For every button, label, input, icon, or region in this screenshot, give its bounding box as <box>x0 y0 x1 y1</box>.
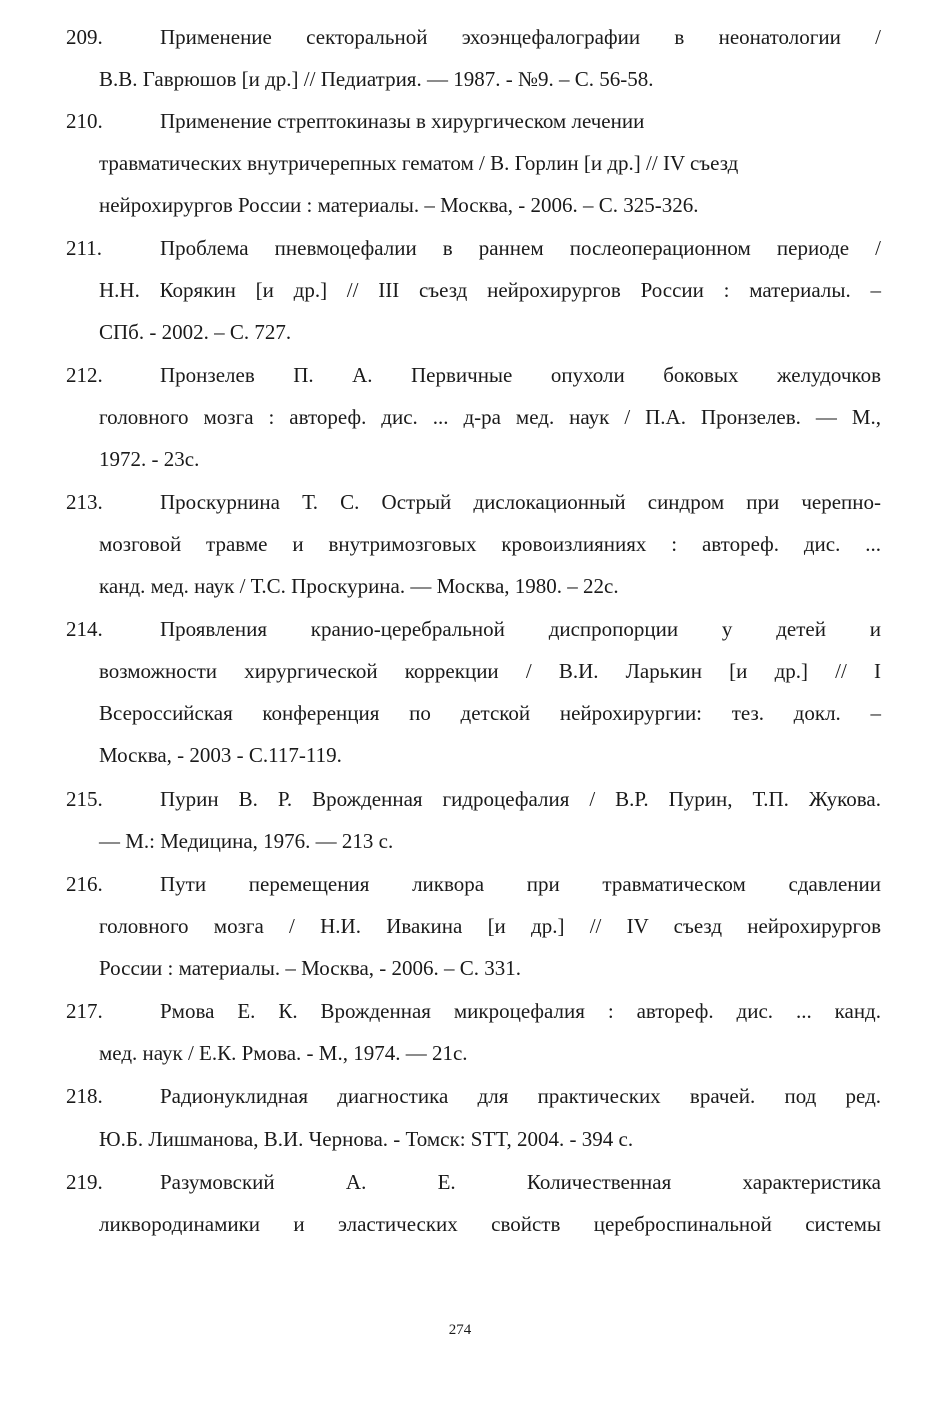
reference-line: Радионуклидная диагностика для практических врачей. под ред. <box>160 1084 881 1108</box>
reference-line: мозговой травме и внутримозговых кровоизлияниях : автореф. дис. ... <box>99 532 881 556</box>
reference-line: Применение стрептокиназы в хирургическом лечении <box>160 109 645 133</box>
reference-number: 214. <box>66 617 103 641</box>
reference-number: 216. <box>66 872 103 896</box>
reference-line: Проявления кранио-церебральной диспропорции у детей и <box>160 617 881 641</box>
reference-line: Пути перемещения ликвора при травматическом сдавлении <box>160 872 881 896</box>
reference-line: травматических внутричерепных гематом / В. Горлин [и др.] // IV съезд <box>99 151 739 175</box>
reference-line: Н.Н. Корякин [и др.] // III съезд нейрохирургов России : материалы. – <box>99 278 881 302</box>
reference-number: 212. <box>66 363 103 387</box>
reference-number: 217. <box>66 999 103 1023</box>
reference-line: головного мозга : автореф. дис. ... д-ра мед. наук / П.А. Пронзелев. — М., <box>99 405 881 429</box>
reference-line: нейрохирургов России : материалы. – Москва, - 2006. – С. 325-326. <box>99 193 699 217</box>
reference-line: Пронзелев П. А. Первичные опухоли боковых желудочков <box>160 363 881 387</box>
reference-number: 218. <box>66 1084 103 1108</box>
reference-line: России : материалы. – Москва, - 2006. – С. 331. <box>99 956 522 980</box>
reference-line: В.В. Гаврюшов [и др.] // Педиатрия. — 1987. - №9. – С. 56-58. <box>99 67 654 91</box>
reference-number: 215. <box>66 787 103 811</box>
reference-line: мед. наук / Е.К. Рмова. - М., 1974. — 21с. <box>99 1041 468 1065</box>
page-number: 274 <box>448 1322 472 1338</box>
reference-line: Разумовский А. Е. Количественная характеристика <box>160 1170 881 1194</box>
reference-number: 213. <box>66 490 103 514</box>
reference-number: 211. <box>66 236 102 260</box>
reference-line: Рмова Е. К. Врожденная микроцефалия : автореф. дис. ... канд. <box>160 999 881 1023</box>
reference-line: Москва, - 2003 - С.117-119. <box>99 743 342 767</box>
reference-line: головного мозга / Н.И. Ивакина [и др.] // IV съезд нейрохирургов <box>99 914 881 938</box>
reference-line: СПб. - 2002. – С. 727. <box>99 320 292 344</box>
reference-line: 1972. - 23с. <box>99 447 200 471</box>
reference-number: 209. <box>66 25 103 49</box>
reference-line: — М.: Медицина, 1976. — 213 с. <box>99 829 394 853</box>
reference-line: канд. мед. наук / Т.С. Проскурина. — Москва, 1980. – 22с. <box>99 574 619 598</box>
reference-line: Проскурнина Т. С. Острый дислокационный синдром при черепно- <box>160 490 881 514</box>
reference-line: Применение секторальной эхоэнцефалографии в неонатологии / <box>160 25 881 49</box>
reference-line: Пурин В. Р. Врожденная гидроцефалия / В.Р. Пурин, Т.П. Жукова. <box>160 787 881 811</box>
reference-line: ликвородинамики и эластических свойств цереброспинальной системы <box>99 1212 881 1236</box>
reference-number: 210. <box>66 109 103 133</box>
reference-line: Всероссийская конференция по детской нейрохирургии: тез. докл. – <box>99 701 881 725</box>
reference-line: Ю.Б. Лишманова, В.И. Чернова. - Томск: STT, 2004. - 394 с. <box>99 1127 634 1151</box>
reference-line: Проблема пневмоцефалии в раннем послеоперационном периоде / <box>160 236 881 260</box>
reference-line: возможности хирургической коррекции / В.И. Ларькин [и др.] // I <box>99 659 881 683</box>
reference-number: 219. <box>66 1170 103 1194</box>
